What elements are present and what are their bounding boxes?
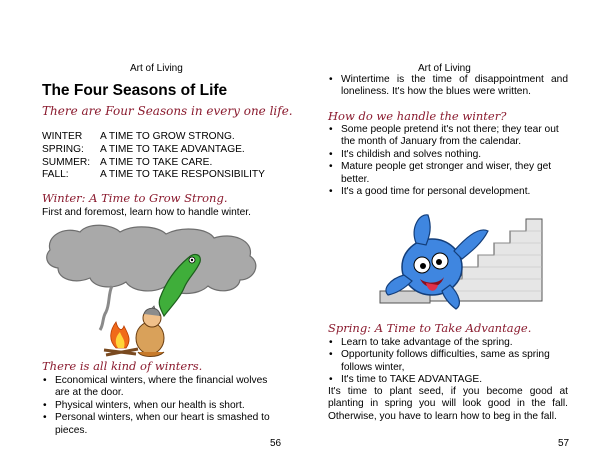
season-text: A TIME TO GROW STRONG. [100, 131, 235, 142]
season-name: SPRING: [42, 143, 84, 155]
spring-list [328, 337, 568, 387]
list-item: • Physical winters, when our health is short. [42, 400, 270, 412]
season-name: WINTER [42, 131, 83, 142]
list-item: • It's time to TAKE ADVANTAGE. [328, 374, 568, 386]
list-item: • Learn to take advantage of the spring. [328, 337, 568, 349]
seasons-table [42, 131, 265, 182]
seasons-subtitle: There are Four Seasons in every one life. [42, 104, 293, 118]
season-row [42, 131, 265, 144]
handle-list [328, 124, 568, 198]
season-text: A TIME TO TAKE RESPONSIBILITY [100, 169, 265, 181]
season-row [42, 157, 265, 170]
winter-text: First and foremost, learn how to handle winter. [42, 207, 251, 218]
winter-heading: Winter: A Time to Grow Strong. [42, 191, 228, 205]
right-page-number: 57 [558, 438, 570, 449]
list-item: • Some people pretend it's not there; they tear out the month of January from the calendar. [328, 124, 568, 149]
list-item: • Opportunity follows difficulties, same as spring follows winter, [328, 349, 568, 374]
list-item: • Economical winters, where the financial wolves are at the door. [42, 375, 270, 400]
list-item: • Personal winters, when our heart is smashed to pieces. [42, 412, 270, 437]
page-title: The Four Seasons of Life [42, 82, 228, 99]
list-item: • It's a good time for personal development. [328, 186, 568, 198]
season-row [42, 169, 265, 182]
kinds-heading: There is all kind of winters. [42, 359, 203, 373]
list-item: • It's childish and solves nothing. [328, 149, 568, 161]
season-name: SUMMER: [42, 156, 91, 168]
right-page-header: Art of Living [418, 63, 471, 74]
left-page [0, 0, 300, 447]
spring-paragraph: It's time to plant seed, if you become good at planting in spring you will look good in the fall. Otherwise, you have to learn how to beg in the fall. [328, 386, 568, 422]
storm-cloud [47, 225, 256, 293]
winter-bullets [328, 74, 568, 99]
list-item: • Wintertime is the time of disappointment and loneliness. It's how the blues were written. [328, 74, 568, 99]
kinds-list [42, 375, 270, 437]
season-row [42, 144, 265, 157]
season-text: A TIME TO TAKE CARE. [100, 156, 213, 168]
spring-heading: Spring: A Time to Take Advantage. [328, 321, 532, 335]
stairs-illustration [370, 205, 548, 323]
left-page-header: Art of Living [130, 63, 183, 74]
handle-heading: How do we handle the winter? [328, 109, 507, 123]
list-item: • Mature people get stronger and wiser, they get better. [328, 161, 568, 186]
winter-illustration [42, 222, 264, 360]
left-page-number: 56 [270, 438, 282, 449]
right-page [300, 0, 600, 447]
season-text: A TIME TO TAKE ADVANTAGE. [100, 143, 245, 155]
season-name: FALL: [42, 169, 69, 181]
